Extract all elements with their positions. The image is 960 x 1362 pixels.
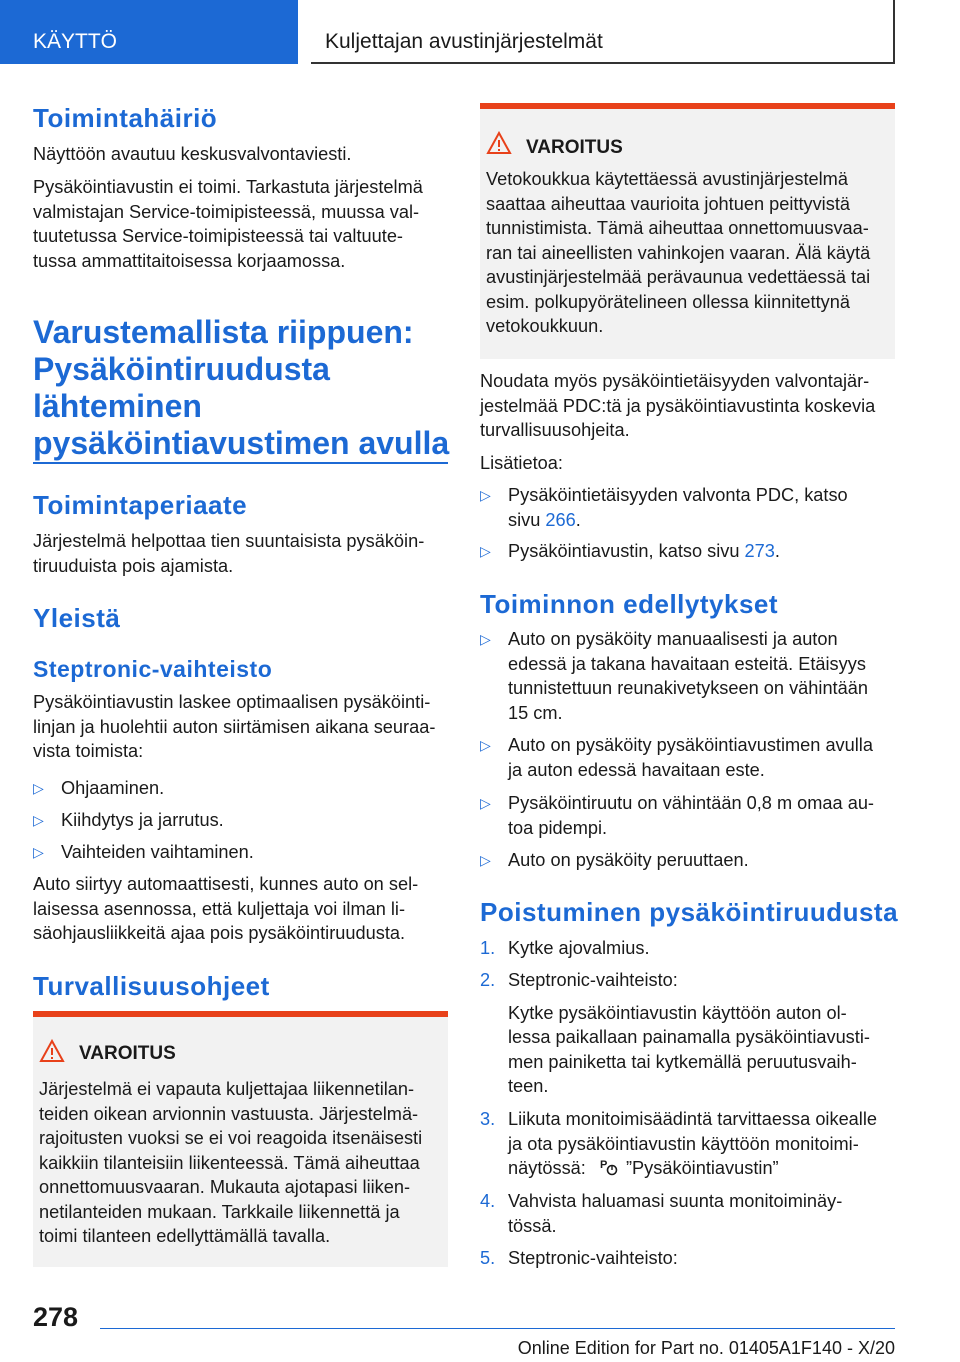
text-line: vista toimista: xyxy=(33,741,144,761)
list-item xyxy=(480,733,895,782)
text-line: esim. polkupyörätelineen ollessa kiinnitettynä xyxy=(486,291,850,312)
text-line: turvallisuusohjeita. xyxy=(480,420,630,440)
triangle-bullet-icon: ▷ xyxy=(480,631,491,647)
text-line: saattaa aiheuttaa vaurioita johtuen peittyvistä xyxy=(486,193,850,214)
list-item xyxy=(480,627,895,725)
ref-prefix: Pysäköintiavustin, katso sivu xyxy=(508,541,745,561)
triangle-bullet-icon: ▷ xyxy=(33,780,44,796)
step-number: 5. xyxy=(480,1248,496,1268)
text-line: Auto on pysäköity pysäköintiavustimen avulla xyxy=(508,735,873,755)
text-line: netilanteiden mukaan. Tarkkaile liikennettä ja xyxy=(39,1201,400,1222)
warning-title: VAROITUS xyxy=(79,1043,176,1064)
main-title-line: Pysäköintiruudusta xyxy=(33,351,330,387)
step-number: 1. xyxy=(480,938,496,958)
text-line: jestelmää PDC:tä ja pysäköintiavustinta koskevia xyxy=(480,395,876,416)
text-line: kaikkiin tilanteisiin liikenteessä. Tämä aiheuttaa xyxy=(39,1152,420,1173)
principle-text xyxy=(33,529,453,578)
text-line: ran tai aineellisten vahinkojen vaaran. Älä käytä xyxy=(486,242,871,263)
list-item-text: Ohjaaminen. xyxy=(61,778,165,798)
text-line: Pysäköintiavustin ei toimi. Tarkastuta järjestelmä xyxy=(33,177,423,197)
page-number: 278 xyxy=(33,1302,79,1332)
text-line: Kytke pysäköintiavustin käyttöön auton ol- xyxy=(508,1002,847,1023)
triangle-bullet-icon: ▷ xyxy=(480,487,491,503)
steptronic-after xyxy=(33,872,453,946)
malfunction-text-2 xyxy=(33,175,453,273)
chapter-title: Kuljettajan avustinjärjestelmät xyxy=(325,30,603,53)
triangle-bullet-icon: ▷ xyxy=(33,844,44,860)
text-line: avustinjärjestelmää perävaunua vedettäessä tai xyxy=(486,267,871,287)
text-line: tunnistettuun reunakivetykseen on vähintään xyxy=(508,678,868,698)
text-line: onnettomuusvaaran. Mukauta ajotapasi liiken- xyxy=(39,1177,411,1197)
text-line: toimi tilanteen edellyttämällä tavalla. xyxy=(39,1226,331,1246)
text-line: Auto siirtyy automaattisesti, kunnes auto on sel- xyxy=(33,874,419,894)
main-title-line: pysäköintiavustimen avulla xyxy=(33,425,450,461)
text-line: tussa ammattitaitoisessa korjaamossa. xyxy=(33,250,346,271)
step-item xyxy=(480,1107,895,1181)
malfunction-text-1: Näyttöön avautuu keskusvalvontaviesti. xyxy=(33,144,352,164)
text-line xyxy=(508,508,895,533)
text-line: vetokoukkuun. xyxy=(486,316,604,336)
text-line: 15 cm. xyxy=(508,702,563,723)
text-line: Pysäköintiruutu on vähintään 0,8 m omaa au- xyxy=(508,793,874,813)
warning-triangle-icon xyxy=(486,131,512,155)
text-line: Kytke ajovalmius. xyxy=(508,938,650,958)
text-line: tössä. xyxy=(508,1215,557,1236)
principle-heading: Toimintaperiaate xyxy=(33,490,248,520)
triangle-bullet-icon: ▷ xyxy=(33,812,44,828)
text-line: tunnistimista. Tämä aiheuttaa onnettomuusvaa- xyxy=(486,218,869,238)
text-line: Pysäköintietäisyyden valvonta PDC, katso xyxy=(508,485,848,505)
more-info-label: Lisätietoa: xyxy=(480,453,563,473)
list-item-text: Kiihdytys ja jarrutus. xyxy=(61,810,224,830)
chapter-header xyxy=(311,0,895,64)
text-line xyxy=(508,1156,895,1181)
triangle-bullet-icon: ▷ xyxy=(480,852,491,868)
list-item xyxy=(480,791,895,840)
text-line: laisessa asennossa, että kuljettaja voi ilman li- xyxy=(33,898,406,919)
malfunction-heading: Toimintahäiriö xyxy=(33,103,218,133)
reference-item xyxy=(480,483,895,532)
step-number: 3. xyxy=(480,1109,496,1129)
step-item xyxy=(480,936,895,961)
text-line: Auto on pysäköity peruuttaen. xyxy=(508,850,749,870)
text-line: teiden oikean arvionnin vastuusta. Järjestelmä- xyxy=(39,1103,419,1124)
text-line: Steptronic-vaihteisto: xyxy=(508,970,678,990)
main-title-line: Varustemallista riippuen: xyxy=(33,314,414,350)
footer-rule xyxy=(100,1328,895,1329)
park-assist-icon xyxy=(599,1157,621,1177)
reference-item xyxy=(480,539,895,564)
edition-text: Online Edition for Part no. 01405A1F140 - X/20 xyxy=(517,1338,895,1358)
section-label: KÄYTTÖ xyxy=(33,30,118,53)
step-sub-text xyxy=(508,1001,895,1099)
text-line: men painiketta tai kytkemällä peruutusvaih- xyxy=(508,1051,857,1072)
text-line: säohjausliikkeitä ajaa pois pysäköintiruudusta. xyxy=(33,923,406,943)
step-number: 2. xyxy=(480,970,496,990)
steptronic-heading: Steptronic-vaihteisto xyxy=(33,656,273,682)
warning-body xyxy=(486,167,896,339)
svg-text:P: P xyxy=(599,1159,608,1171)
safety-note xyxy=(480,369,900,443)
text-line: toa pidempi. xyxy=(508,817,608,838)
text-line: edessä ja takana havaitaan esteitä. Etäisyys xyxy=(508,653,866,674)
warning-body xyxy=(39,1077,449,1249)
warning-box xyxy=(33,1011,448,1267)
triangle-bullet-icon: ▷ xyxy=(480,795,491,811)
text-line: Vetokoukkua käytettäessä avustinjärjestelmä xyxy=(486,169,848,189)
warning-triangle-icon xyxy=(39,1039,65,1063)
text-line: teen. xyxy=(508,1076,549,1096)
main-title xyxy=(33,314,453,462)
text-line: linjan ja huolehtii auton siirtämisen aikana seuraa- xyxy=(33,716,436,737)
title-rule xyxy=(33,462,448,464)
text-line: Noudata myös pysäköintietäisyyden valvontajär- xyxy=(480,371,870,391)
text-line: tuutetussa Service-toimipisteessä tai valtuute- xyxy=(33,226,403,246)
warning-box xyxy=(480,103,895,359)
ref-prefix: sivu xyxy=(508,509,546,530)
triangle-bullet-icon: ▷ xyxy=(480,543,491,559)
text-line: Järjestelmä helpottaa tien suuntaisista pysäköin- xyxy=(33,531,425,551)
page-link[interactable]: 273 xyxy=(744,541,775,561)
step-item xyxy=(480,1189,895,1238)
ref-suffix: . xyxy=(774,541,780,561)
list-item xyxy=(33,808,448,833)
prerequisites-heading: Toiminnon edellytykset xyxy=(480,589,779,619)
text-line: tiruuduista pois ajamista. xyxy=(33,555,234,576)
text-line: Vahvista haluamasi suunta monitoiminäy- xyxy=(508,1191,843,1211)
warning-title: VAROITUS xyxy=(526,137,623,158)
text-line: Järjestelmä ei vapauta kuljettajaa liikennetilan- xyxy=(39,1079,415,1099)
step-item xyxy=(480,968,895,1099)
text-line: lessa paikallaan painamalla pysäköintiavusti- xyxy=(508,1027,870,1047)
step-number: 4. xyxy=(480,1191,496,1211)
step-text: näytössä: xyxy=(508,1158,586,1178)
steptronic-text xyxy=(33,690,453,764)
main-title-line: lähteminen xyxy=(33,388,202,424)
general-heading: Yleistä xyxy=(33,603,121,633)
step-item xyxy=(480,1246,895,1271)
list-item xyxy=(33,776,448,801)
triangle-bullet-icon: ▷ xyxy=(480,737,491,753)
text-line: ja auton edessä havaitaan este. xyxy=(508,759,765,780)
safety-heading: Turvallisuusohjeet xyxy=(33,971,270,1001)
step-text: ”Pysäköintiavustin” xyxy=(625,1158,779,1178)
exit-heading: Poistuminen pysäköintiruudusta xyxy=(480,897,899,927)
section-tab xyxy=(0,0,298,64)
ref-suffix: . xyxy=(575,509,581,530)
page-link[interactable]: 266 xyxy=(545,509,576,530)
text-line: ja ota pysäköintiavustin käyttöön monitoimi- xyxy=(508,1133,859,1154)
text-line: Liikuta monitoimisäädintä tarvittaessa oikealle xyxy=(508,1109,877,1129)
text-line: Steptronic-vaihteisto: xyxy=(508,1248,678,1268)
text-line: Pysäköintiavustin laskee optimaalisen pysäköinti- xyxy=(33,692,431,712)
text-line: rajoitusten vuoksi se ei voi reagoida itsenäisesti xyxy=(39,1128,423,1148)
text-line: valmistajan Service-toimipisteessä, muussa val- xyxy=(33,201,420,222)
list-item xyxy=(33,840,448,865)
list-item xyxy=(480,848,895,873)
list-item-text: Vaihteiden vaihtaminen. xyxy=(61,842,254,862)
text-line: Auto on pysäköity manuaalisesti ja auton xyxy=(508,629,838,649)
